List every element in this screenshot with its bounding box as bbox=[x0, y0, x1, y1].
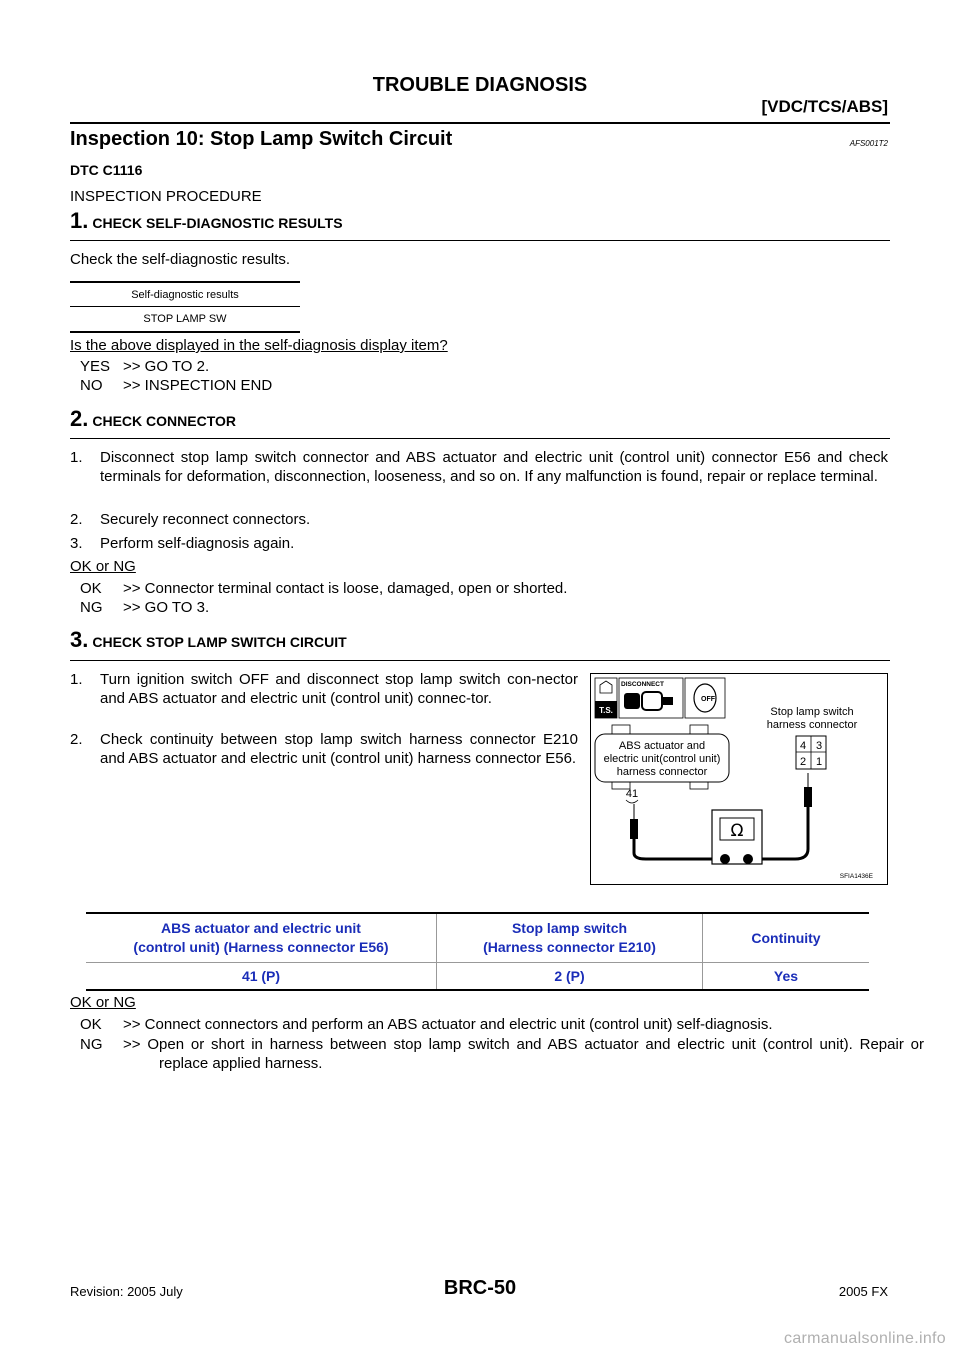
table-header-abs: ABS actuator and electric unit (control unit) (Harness connector E56) bbox=[86, 913, 437, 963]
step-3-heading bbox=[70, 627, 347, 653]
footer-page-number: BRC-50 bbox=[443, 1277, 517, 1299]
svg-text:4: 4 bbox=[799, 740, 807, 752]
ignition-off-icon bbox=[685, 678, 725, 718]
self-diag-table-value: STOP LAMP SW bbox=[70, 307, 300, 333]
step-2-item-1: 1. Disconnect stop lamp switch connector and ABS actuator and electric unit (control unit) connector E56 and check terminals for deformation, disconnection, looseness, and so on. If any malfunction is found, repair or replace terminal. bbox=[70, 449, 888, 485]
section-code: AFS001T2 bbox=[849, 139, 888, 148]
step-2-question: OK or NG bbox=[70, 558, 136, 575]
svg-text:DISCONNECT: DISCONNECT bbox=[621, 681, 664, 688]
table-cell-continuity: Yes bbox=[703, 963, 870, 991]
step-2-ok: OK >> Connector terminal contact is loose, damaged, open or shorted. bbox=[80, 580, 568, 597]
table-header-row bbox=[86, 913, 869, 963]
svg-text:1: 1 bbox=[815, 756, 823, 768]
watermark-link[interactable]: carmanualsonline.info bbox=[784, 1330, 946, 1347]
stop-lamp-connector bbox=[796, 736, 826, 769]
dtc-code: DTC C1116 bbox=[70, 162, 143, 178]
step-3-item-2: 2. Check continuity between stop lamp switch harness connector E210 and ABS actuator and electric unit (control unit) harness connector E56. bbox=[70, 731, 578, 767]
svg-text:harness connector: harness connector bbox=[616, 766, 708, 778]
step-2-ng: NG >> GO TO 3. bbox=[80, 599, 210, 616]
self-diag-table bbox=[70, 281, 300, 333]
table-row bbox=[86, 963, 869, 991]
step-3-label: CHECK STOP LAMP SWITCH CIRCUIT bbox=[92, 634, 347, 650]
table-header-stop-lamp: Stop lamp switch (Harness connector E210) bbox=[437, 913, 703, 963]
step-1-heading bbox=[70, 208, 343, 234]
step-2-item-3: 3. Perform self-diagnosis again. bbox=[70, 535, 295, 552]
step-1-question: Is the above displayed in the self-diagnosis display item? bbox=[70, 337, 448, 354]
step-3-ok: OK >> Connect connectors and perform an ABS actuator and electric unit (control unit) self-diagnosis. bbox=[80, 1016, 773, 1033]
step-3-item-1: 1. Turn ignition switch OFF and disconnect stop lamp switch con-nector and ABS actuator and electric unit (control unit) connec-tor. bbox=[70, 671, 578, 707]
step-2-heading bbox=[70, 406, 236, 432]
step-1-rule bbox=[70, 240, 890, 241]
step-1-text: Check the self-diagnostic results. bbox=[70, 251, 291, 268]
step-2-number: 2. bbox=[70, 406, 89, 431]
svg-text:OFF: OFF bbox=[701, 696, 715, 703]
table-cell-abs: 41 (P) bbox=[86, 963, 437, 991]
footer-model: 2005 FX bbox=[838, 1284, 888, 1299]
figure-code: SFIA1436E bbox=[839, 873, 873, 880]
ohmmeter-icon bbox=[712, 810, 762, 864]
step-2-label: CHECK CONNECTOR bbox=[92, 413, 236, 429]
stop-lamp-label-1: Stop lamp switch bbox=[770, 706, 854, 718]
page-header-title: TROUBLE DIAGNOSIS bbox=[372, 74, 588, 96]
pin-41-label: 41 bbox=[625, 788, 639, 800]
footer-revision: Revision: 2005 July bbox=[70, 1284, 183, 1299]
table-cell-stop-lamp: 2 (P) bbox=[437, 963, 703, 991]
svg-text:T.S.: T.S. bbox=[599, 706, 613, 715]
ts-icon bbox=[595, 678, 617, 718]
svg-text:3: 3 bbox=[815, 740, 823, 752]
step-2-item-2: 2. Securely reconnect connectors. bbox=[70, 511, 311, 528]
svg-text:2: 2 bbox=[799, 756, 807, 768]
self-diag-table-header: Self-diagnostic results bbox=[70, 281, 300, 307]
svg-text:electric unit(control unit): electric unit(control unit) bbox=[603, 753, 721, 765]
step-1-label: CHECK SELF-DIAGNOSTIC RESULTS bbox=[92, 215, 343, 231]
continuity-table bbox=[86, 912, 869, 991]
procedure-heading: INSPECTION PROCEDURE bbox=[70, 188, 262, 205]
step-3-rule bbox=[70, 660, 890, 661]
step-2-rule bbox=[70, 438, 890, 439]
svg-text:ABS actuator and: ABS actuator and bbox=[618, 740, 706, 752]
step-1-no: NO >> INSPECTION END bbox=[80, 377, 273, 394]
step-1-number: 1. bbox=[70, 208, 89, 233]
step-3-number: 3. bbox=[70, 627, 89, 652]
svg-text:Ω: Ω bbox=[730, 821, 744, 841]
step-3-question: OK or NG bbox=[70, 994, 136, 1011]
section-title: Inspection 10: Stop Lamp Switch Circuit bbox=[70, 128, 453, 150]
continuity-check-diagram bbox=[590, 673, 888, 885]
page-header-subtitle: [VDC/TCS/ABS] bbox=[761, 97, 888, 116]
header-divider bbox=[70, 122, 890, 124]
step-1-yes: YES >> GO TO 2. bbox=[80, 358, 210, 375]
table-header-continuity: Continuity bbox=[703, 913, 870, 963]
stop-lamp-label-2: harness connector bbox=[766, 719, 858, 731]
abs-connector bbox=[595, 725, 729, 789]
disconnect-icon bbox=[619, 678, 683, 718]
